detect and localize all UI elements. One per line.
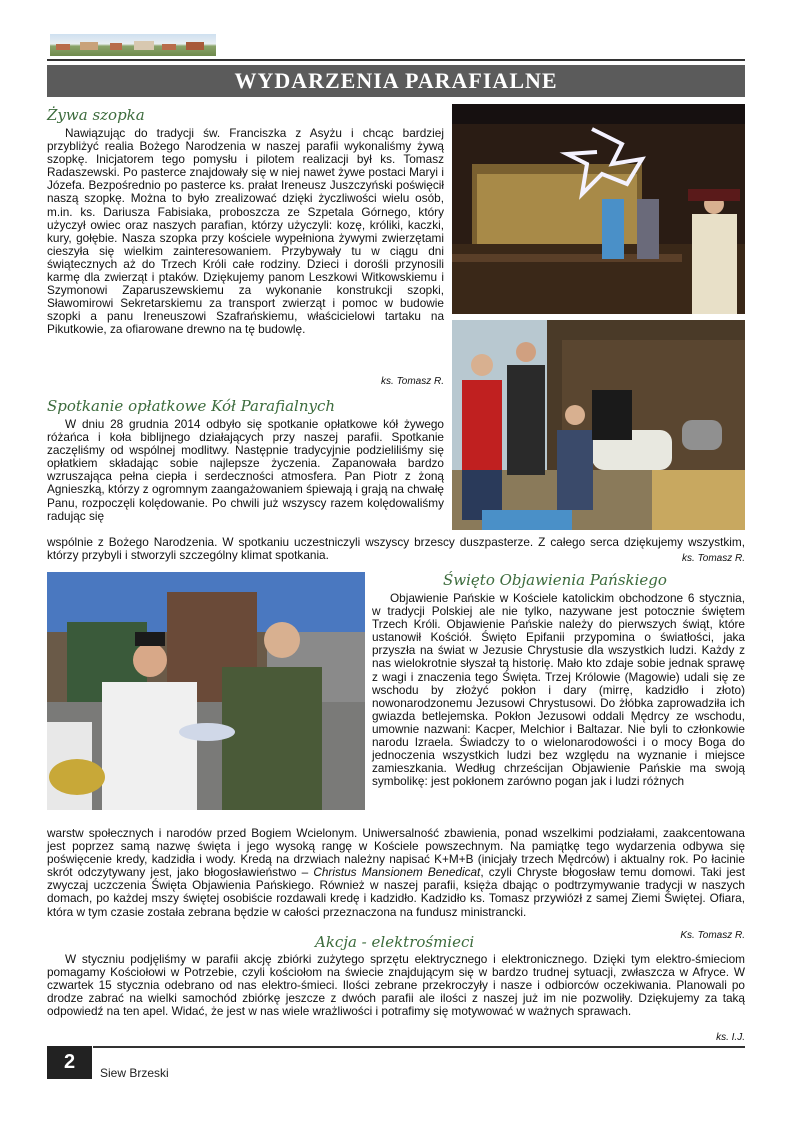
signature-elektrosmieci: ks. I.J. [716, 1032, 745, 1043]
paragraph: wspólnie z Bożego Narodzenia. W spotkaniu uczestniczyli wszyscy brzescy duszpasterze. Z całego serca dziękujemy wszystkim, którzy przybyli i stworzyli szczególny klimat spotkania. [47, 535, 745, 563]
article-body-objawienie [372, 592, 745, 788]
page-number: 2 [47, 1046, 92, 1079]
signature-oplatek: ks. Tomasz R. [682, 553, 745, 564]
photo-priest-blessing [47, 572, 365, 810]
paragraph: W dniu 28 grudnia 2014 odbyło się spotkanie opłatkowe kół żywego różańca i koła biblijnego działających przy naszej parafii. Spotkanie zaczęliśmy od wspólnej modlitwy. Następnie tradycyjnie podzieliliśmy się opłatkiem składając sobie najlepsze życzenia. Zapanowała bardzo wzruszająca pełna ciepła i serdeczności atmosfera. Pan Piotr z żoną Agnieszką, którzy z ogromnym zaangażowaniem śpiewają i grają na chwałę Panu, rozpoczęli kolędowanie. Po chwili już wszyscy razem kolędowaliśmy radując się [47, 417, 444, 523]
paragraph: W styczniu podjęliśmy w parafii akcję zbiórki zużytego sprzętu elektrycznego i elektronicznego. Dzięki tym elektro-śmieciom pomagamy Kościołowi w Potrzebie, czyli kościołom na świecie znajdującym się w bardzo trudnej sytuacji, zwłaszcza w Afryce. W czwartek 15 stycznia odebrano od nas elektro-śmieci. Ilości zebrane przekroczyły i nasze i odbiorców oczekiwania. Planowali po drodze zabrać na wielki samochód zbiórkę jeszcze z dwóch parafii ale ilości z naszej już im nie pozwoliły. Dziękujemy za taką odpowiedź na ten apel. Widać, że jest w nas wiele wrażliwości i potrafimy się motywować w ważnych sprawach. [47, 952, 745, 1019]
article-title-elektrosmieci: Akcja - elektrośmieci [315, 933, 475, 951]
paragraph: Objawienie Pańskie w Kościele katolickim obchodzone 6 stycznia, w tradycji Polskiej ale nie tylko, nazywane jest potocznie świętem Trzech Króli. Objawienie Pańskie należy do pierwszych świąt, które ustanowił Kościół. Święto Epifanii przypomina o światłości, jaka przyszła na świat w Jezusie Chrystusie dla wszystkich ludzi. Każdy z nas wielokrotnie słyszał tą historię. Mało kto zdaje sobie jednak sprawę z wagi i znaczenia tego Święta. Trzej Królowie (Magowie) udali się ze wschodu by złożyć pokłon i dary (mirrę, kadzidło i złoto) nowonarodzonemu Jezusowi Chrystusowi. Do żłóbka zaprowadziła ich gwiazda betlejemska. Pokłon Jezusowi oddali Mędrcy ze wschodu, umownie nazwani: Kacper, Melchior i Baltazar. Nie byli to członkowie narodu Izraela. Świadczy to o wielonarodowości i o mocy Boga do jednoczenia wszystkich ludzi bez względu na wyznanie i miejsce zamieszkania. Według chrześcijan Objawienie Pańskie ma swoją symbolikę: jest pokłonem zarówno pogan jak i ludzi różnych [372, 591, 745, 789]
latin-phrase: Christus Mansionem Benedicat [313, 865, 481, 880]
article-title-objawienie: Święto Objawienia Pańskiego [443, 571, 667, 589]
paragraph-part: warstw społecznych i narodów przed Bogiem Wcielonym. Uniwersalność zbawienia, ponad wszelkimi podziałami, zaakcentowana jest poprzez samą nazwę święta i jego wysoką rangę w Kościele powszechnym. Na pamiątkę tego wydarzenia odbywa się poświęcenie kredy, kadzidła i wody. Kredą na drzwiach należny napisać K+M+B (inicjały trzech Mędrców) i aktualny rok. Po łacinie skrót odczytywany jest, jako błogosławieństwo – [47, 826, 745, 880]
article-title-oplatek: Spotkanie opłatkowe Kół Parafialnych [47, 397, 336, 415]
header-rule [47, 59, 745, 61]
header-thumbnail [50, 34, 216, 56]
article-body-zywa-szopka [47, 127, 444, 337]
article-body-elektrosmieci [47, 953, 745, 1018]
article-body-oplatek [47, 418, 444, 523]
paragraph: Nawiązując do tradycji św. Franciszka z Asyżu i chcąc bardziej przybliżyć realia Bożego Narodzenia w naszej parafii wykonaliśmy żywą szopkę. Inicjatorem tego pomysłu i pilotem realizacji był ks. Tomasz Radaszewski. Po pasterce znajdowały się w niej nawet żywe postaci Maryi i Józefa. Bezpośrednio po pasterce ks. prałat Ireneusz Juszczyński poświęcił naszą szopkę. Można to było zrealizować dzięki życzliwości wielu osób, m.in. ks. Dariusza Fabisiaka, proboszcza ze Szpetala Górnego, który użyczył owiec oraz naszych parafian, którzy użyczyli: kozę, króliki, kaczki, kury, gołębie. Nasza szopka przy kościele wypełniona żywymi zwierzętami cieszyła się wielkim zainteresowaniem. Przybywały tu w ciągu dni świątecznych aż do Trzech Króli całe rodziny. Dzieci i dorośli przynosili karmę dla zwierząt i ptaków. Dziękujemy panom Leszkowi Witkowskiemu i Szymonowi Zaparuszewskiemu za wykonanie konstrukcji szopki, Sławomirowi Sekretarskiemu za transport zwierząt i pomoc w budowie szopki a panu Ireneuszowi Szafrańskiemu, właścicielowi tartaku na Pikutkowie, za ofiarowane drewno na tę budowlę. [47, 126, 444, 337]
signature-zywa-szopka: ks. Tomasz R. [381, 376, 444, 387]
photo-nativity-night [452, 104, 745, 314]
article-title-zywa-szopka: Żywa szopka [47, 106, 145, 124]
photo-nativity-animals [452, 320, 745, 530]
paragraph-part: , czyli Chryste błogosław temu domowi. Taki jest zwyczaj uczczenia Święta Objawienia Pańskiego. Również w naszej parafii, księża dbając o podtrzymywanie tradycji w naszych domach, po każdej mszy świętej osobiście rozdawali kredę i kadzidło. Kadzidło ks. Tomasz przywiózł z samej Ziemi Świętej. Ofiara, która w tym czasie została zebrana będzie w całości przeznaczona na fundusz ministrancki. [47, 865, 745, 919]
signature-objawienie: Ks. Tomasz R. [680, 930, 745, 941]
section-title-banner: WYDARZENIA PARAFIALNE [47, 65, 745, 97]
publication-name: Siew Brzeski [100, 1066, 169, 1080]
article-body-objawienie-wide [47, 827, 745, 919]
footer-rule [93, 1046, 745, 1048]
